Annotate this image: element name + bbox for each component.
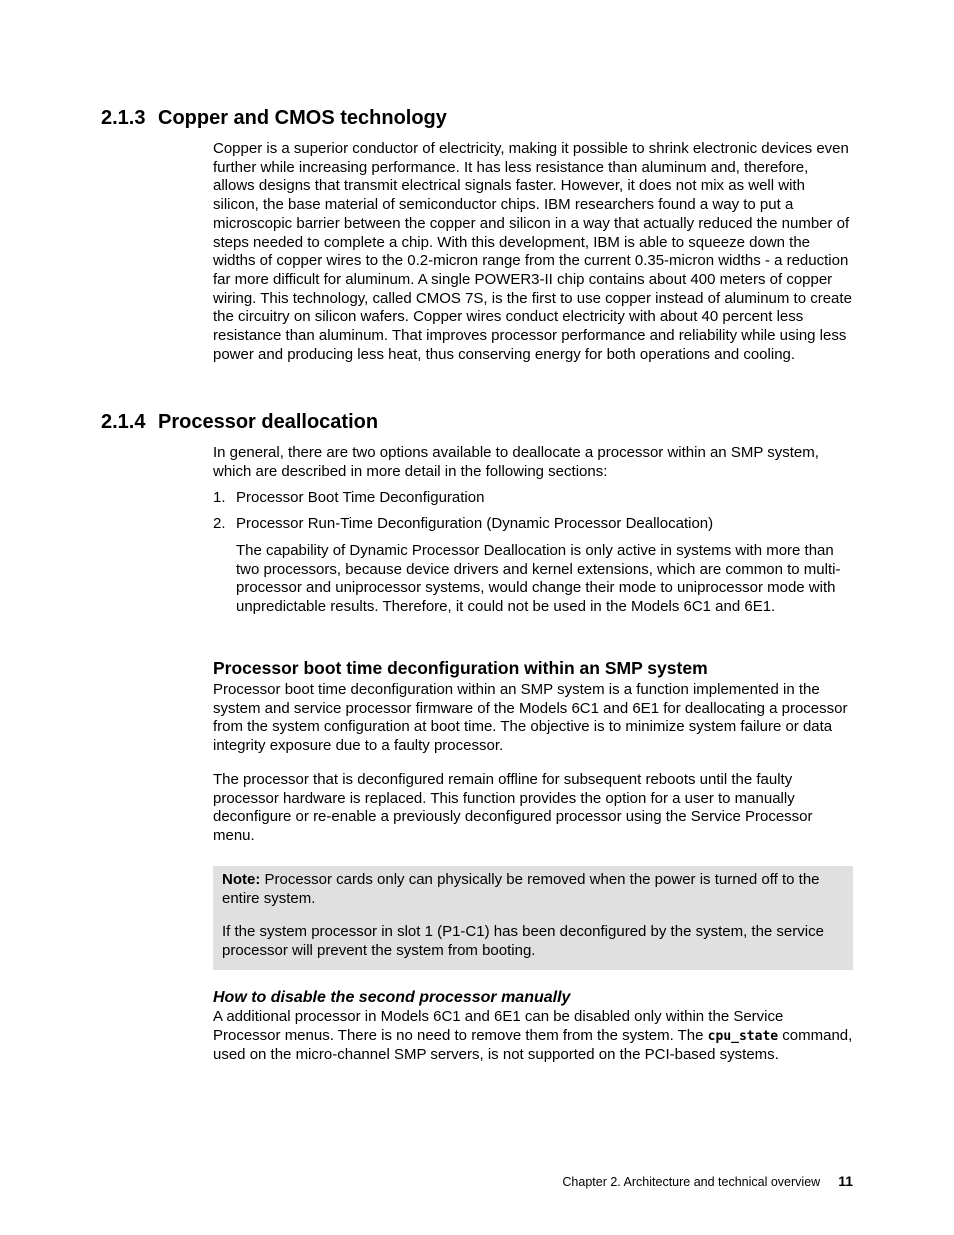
deallocation-options-list-continued — [213, 515, 853, 534]
page-footer — [562, 1173, 853, 1190]
note-paragraph-2: If the system processor in slot 1 (P1-C1) has been deconfigured by the system, the service processor will prevent the system from booting. — [222, 923, 824, 960]
list-item-text: Processor Boot Time Deconfiguration — [236, 489, 485, 506]
disable-text-after: command, used on the micro-channel SMP servers, is not supported on the PCI-based systems. — [213, 1026, 853, 1064]
note-label: Note: — [222, 871, 261, 888]
note-paragraph-1 — [222, 871, 843, 908]
section-heading-2-1-3 — [101, 106, 447, 130]
page-number: 11 — [838, 1173, 853, 1189]
note-text-1: Processor cards only can physically be removed when the power is turned off to the entire system. — [222, 871, 820, 907]
dynamic-deallocation-description: The capability of Dynamic Processor Deallocation is only active in systems with more than two processors, because device drivers and kernel extensions, which are common to multi-processor and uniprocessor systems, would change their mode to uniprocessor mode with unpredictable results. Therefore, it could not be used in the Models 6C1 and 6E1. — [236, 542, 841, 616]
note-box — [213, 866, 853, 970]
subsubsection-heading-disable-processor: How to disable the second processor manually — [213, 989, 571, 1006]
boot-deconfig-paragraph-2: The processor that is deconfigured remain offline for subsequent reboots until the faulty processor hardware is replaced. This function provides the option for a user to manually deconfigure or re-enable a previously deconfigured processor using the Service Processor menu. — [213, 771, 813, 845]
boot-deconfig-paragraph-1: Processor boot time deconfiguration within an SMP system is a function implemented in the system and service processor firmware of the Models 6C1 and 6E1 for deallocating a processor from the system configuration at boot time. The objective is to minimize system failure or data integrity exposure due to a faulty processor. — [213, 681, 848, 755]
section-number: 2.1.3 — [101, 107, 146, 129]
cpu-state-code: cpu_state — [707, 1028, 779, 1044]
subsection-heading-boot-deconfig: Processor boot time deconfiguration within an SMP system — [213, 658, 708, 678]
section-title: Processor deallocation — [158, 411, 379, 433]
section-title: Copper and CMOS technology — [158, 107, 447, 129]
list-item — [213, 489, 853, 508]
section-heading-2-1-4 — [101, 410, 378, 434]
deallocation-options-list — [213, 489, 853, 508]
copper-cmos-paragraph: Copper is a superior conductor of electricity, making it possible to shrink electronic devices even further while increasing performance. It has less resistance than aluminum and, therefore, allows designs that transmit electrical signals faster. However, it does not mix as well with silicon, the base material of semiconductor chips. IBM researchers found a way to put a microscopic barrier between the copper and silicon in a way that actually reduced the number of steps needed to complete a chip. With this development, IBM is able to squeeze down the widths of copper wires to the 0.2-micron range from the current 0.35-micron widths - a reduction far more difficult for aluminum. A single POWER3-II chip contains about 400 meters of copper wiring. This technology, called CMOS 7S, is the first to use copper instead of aluminum to create the circuitry on silicon wafers. Copper wires conduct electricity with about 40 percent less resistance than aluminum. That improves processor performance and reliability while using less power and producing less heat, thus conserving energy for both operations and cooling. — [213, 140, 852, 363]
list-item — [213, 515, 853, 534]
deallocation-intro-paragraph: In general, there are two options available to deallocate a processor within an SMP system, which are described in more detail in the following sections: — [213, 444, 819, 480]
list-item-text: Processor Run-Time Deconfiguration (Dynamic Processor Deallocation) — [236, 515, 714, 532]
list-marker: 1. — [213, 489, 226, 506]
disable-processor-paragraph — [213, 1008, 853, 1065]
disable-text-before: A additional processor in Models 6C1 and 6E1 can be disabled only within the Service Processor menus. There is no need to remove them from the system. The — [213, 1008, 784, 1044]
section-number: 2.1.4 — [101, 411, 146, 433]
list-marker: 2. — [213, 515, 226, 532]
footer-chapter-title: Chapter 2. Architecture and technical overview — [562, 1175, 821, 1189]
